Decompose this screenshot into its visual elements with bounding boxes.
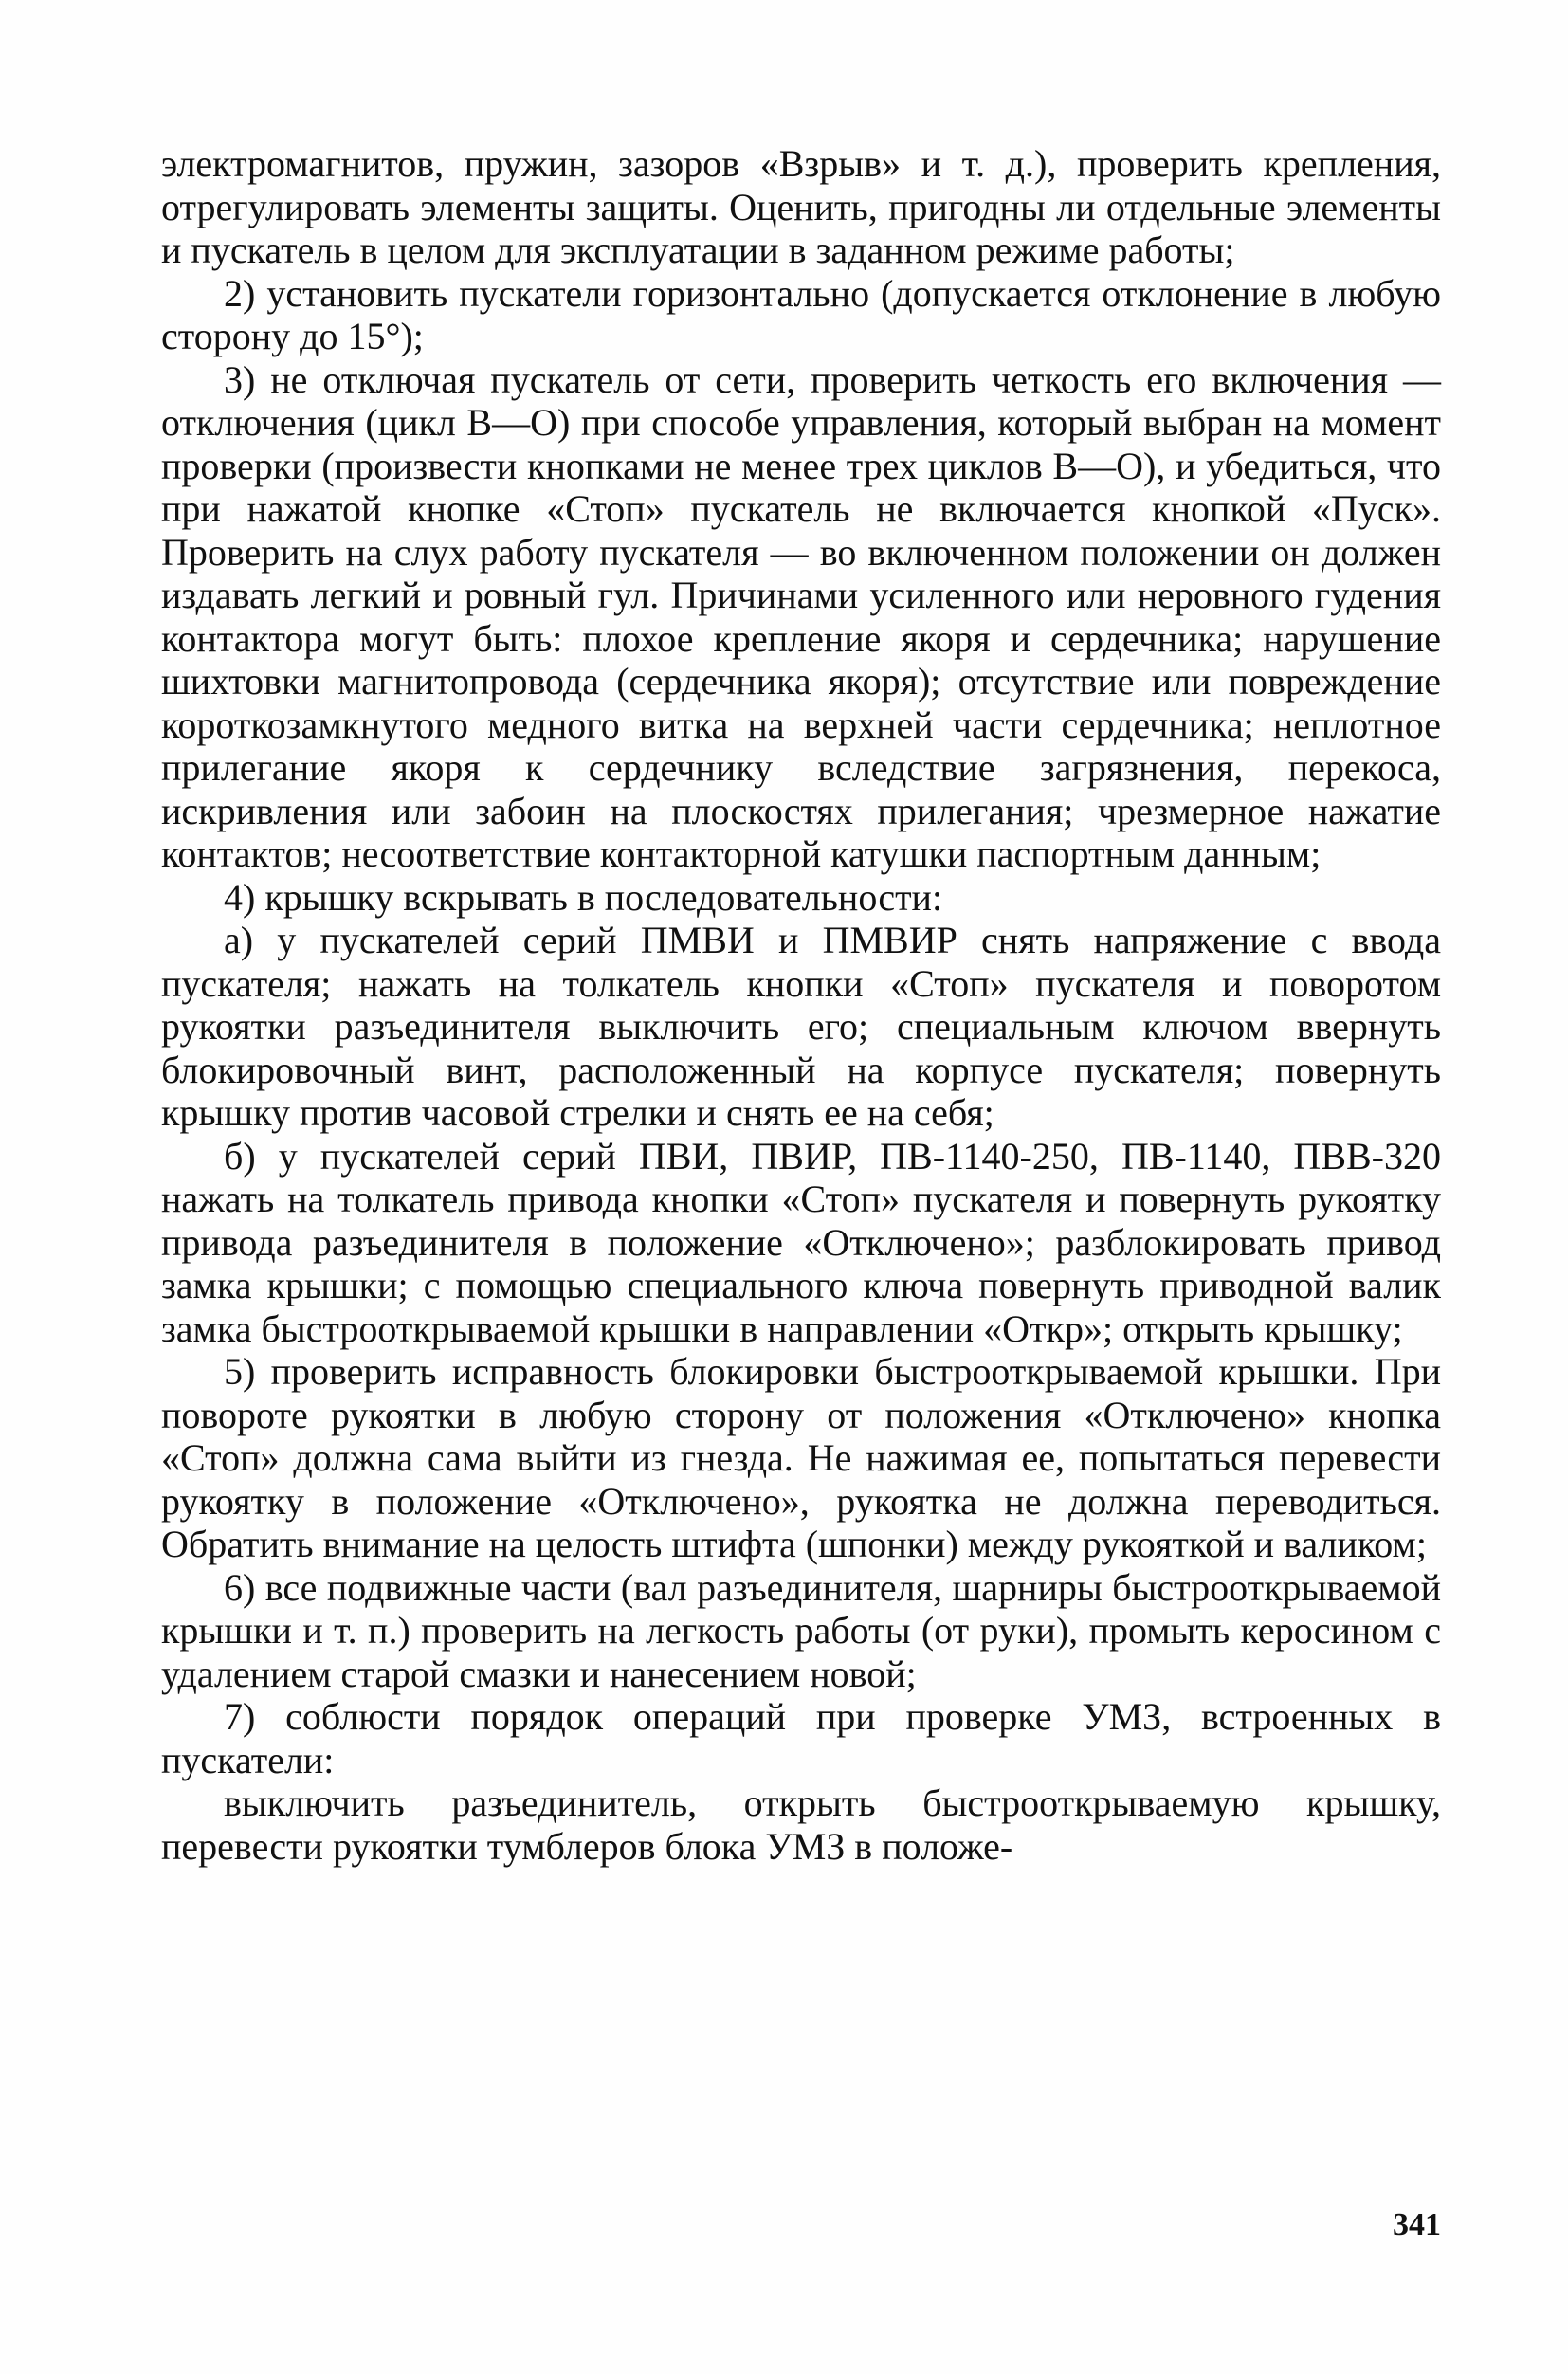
paragraph-item-4a: а) у пускателей серий ПМВИ и ПМВИР снять напряжение с ввода пускателя; нажать на толкатель кнопки «Стоп» пускателя и поворотом рукоятки разъединителя выключить его; специальным ключом ввернуть блокировочный винт, расположенный на корпусе пускателя; повернуть крышку против часовой стрелки и снять ее на себя;: [161, 919, 1441, 1134]
paragraph-item-7-steps: выключить разъединитель, открыть быстрооткрываемую крышку, перевести рукоятки тумблеров блока УМЗ в положе-: [161, 1781, 1441, 1868]
paragraph-item-7: 7) соблюсти порядок операций при проверке УМЗ, встроенных в пускатели:: [161, 1695, 1441, 1781]
paragraph-item-3: 3) не отключая пускатель от сети, проверить четкость его включения — отключения (цикл В—О) при способе управления, который выбран на момент проверки (произвести кнопками не менее трех циклов В—О), и убедиться, что при нажатой кнопке «Стоп» пускатель не включается кнопкой «Пуск». Проверить на слух работу пускателя — во включенном положении он должен издавать легкий и ровный гул. Причинами усиленного или неровного гудения контактора могут быть: плохое крепление якоря и сердечника; нарушение шихтовки магнитопровода (сердечника якоря); отсутствие или повреждение короткозамкнутого медного витка на верхней части сердечника; неплотное прилегание якоря к сердечнику вследствие загрязнения, перекоса, искривления или забоин на плоскостях прилегания; чрезмерное нажатие контактов; несоответствие контакторной катушки паспортным данным;: [161, 357, 1441, 875]
page-number: 341: [1393, 2207, 1441, 2242]
paragraph-item-6: 6) все подвижные части (вал разъединителя, шарниры быстрооткрываемой крышки и т. п.) проверить на легкость работы (от руки), промыть керосином с удалением старой смазки и нанесением новой;: [161, 1565, 1441, 1695]
paragraph-item-4b: б) у пускателей серий ПВИ, ПВИР, ПВ-1140-250, ПВ-1140, ПВВ-320 нажать на толкатель привода кнопки «Стоп» пускателя и повернуть рукоятку привода разъединителя в положение «Отключено»; разблокировать привод замка крышки; с помощью специального ключа повернуть приводной валик замка быстрооткрываемой крышки в направлении «Откр»; открыть крышку;: [161, 1134, 1441, 1350]
paragraph-item-4: 4) крышку вскрывать в последовательности:: [224, 875, 943, 919]
paragraph-item-5: 5) проверить исправность блокировки быстрооткрываемой крышки. При повороте рукоятки в любую сторону от положения «Отключено» кнопка «Стоп» должна сама выйти из гнезда. Не нажимая ее, попытаться перевести рукоятку в положение «Отключено», рукоятка не должна переводиться. Обратить внимание на целость штифта (шпонки) между рукояткой и валиком;: [161, 1350, 1441, 1565]
page-body-text: [161, 142, 1441, 1868]
paragraph-item-2: 2) установить пускатели горизонтально (допускается отклонение в любую сторону до 15°);: [161, 271, 1441, 357]
paragraph-continuation: электромагнитов, пружин, зазоров «Взрыв» и т. д.), проверить крепления, отрегулировать элементы защиты. Оценить, пригодны ли отдельные элементы и пускатель в целом для эксплуатации в заданном режиме работы;: [161, 142, 1441, 271]
